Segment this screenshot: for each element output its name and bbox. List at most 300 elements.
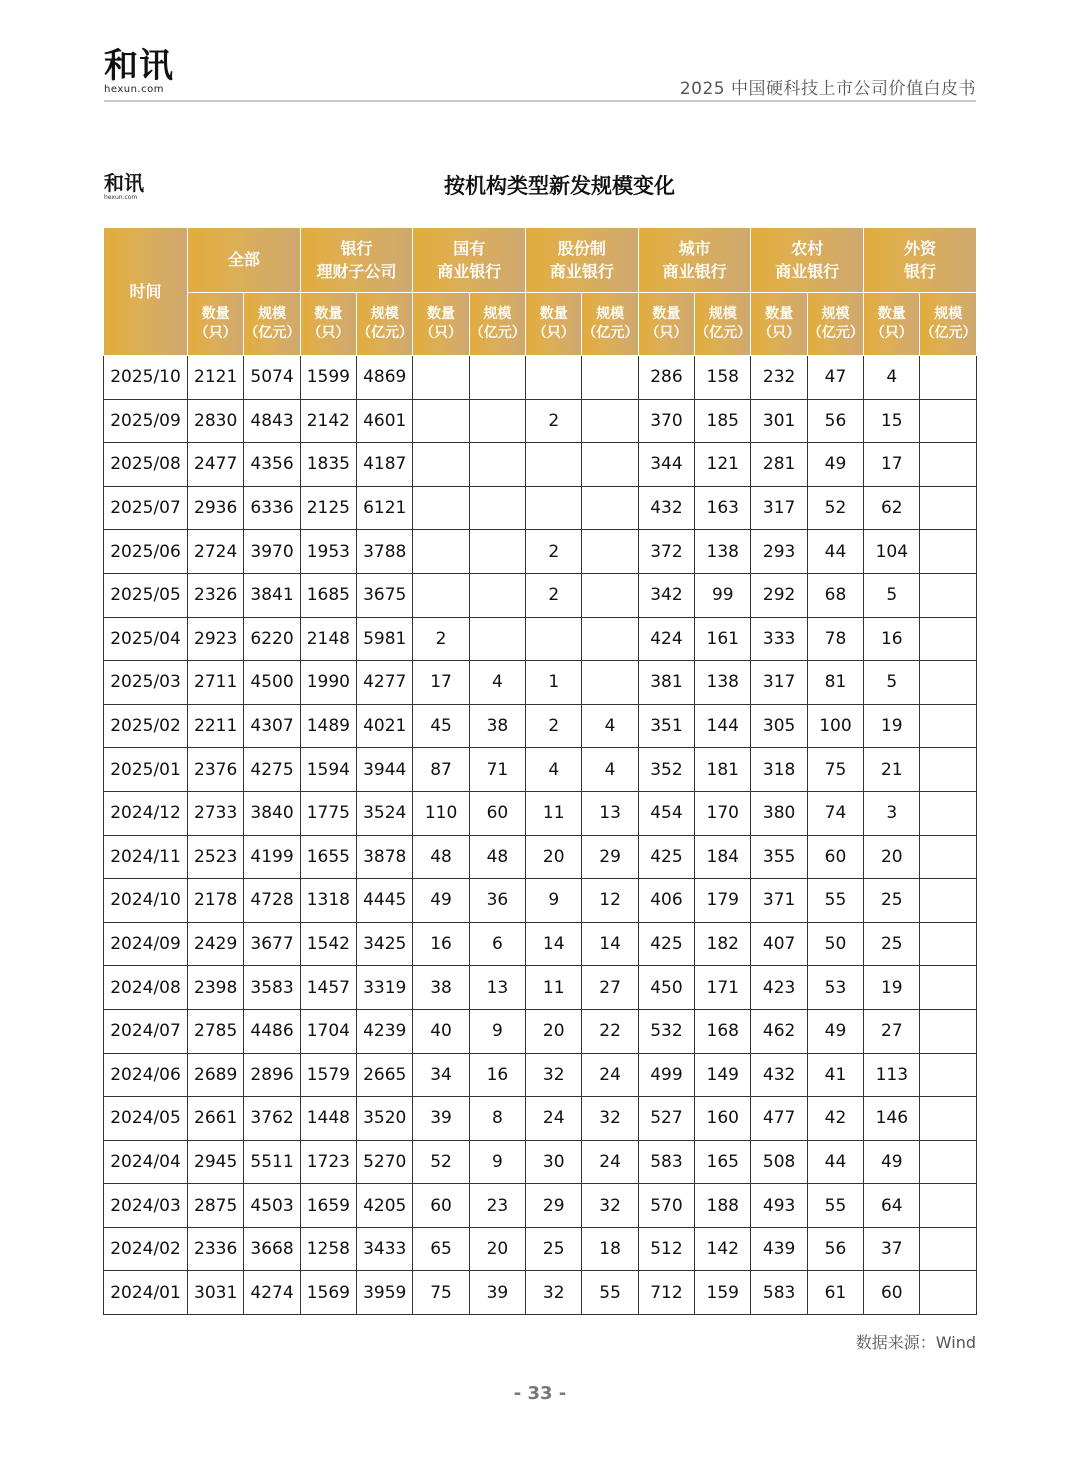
table-cell: 371 (751, 879, 807, 923)
table-cell: 3959 (357, 1271, 413, 1315)
table-cell (582, 573, 638, 617)
table-cell (469, 573, 525, 617)
table-cell (920, 879, 977, 923)
table-cell (920, 530, 977, 574)
table-cell: 2689 (188, 1053, 244, 1097)
table-cell: 39 (413, 1097, 469, 1141)
table-cell: 99 (695, 573, 751, 617)
table-cell: 37 (864, 1227, 920, 1271)
table-cell: 29 (582, 835, 638, 879)
table-cell (413, 530, 469, 574)
table-cell: 2211 (188, 704, 244, 748)
table-cell: 2936 (188, 486, 244, 530)
table-cell: 75 (413, 1271, 469, 1315)
table-row (104, 1271, 977, 1315)
table-cell: 439 (751, 1227, 807, 1271)
table-cell: 2923 (188, 617, 244, 661)
table-cell: 2178 (188, 879, 244, 923)
table-cell: 20 (864, 835, 920, 879)
table-cell (920, 835, 977, 879)
header-unit-line2: （亿元） (244, 325, 301, 341)
header-group-line1: 银行 (340, 238, 373, 258)
table-cell: 3970 (244, 530, 300, 574)
header-unit-line2: （只） (307, 325, 350, 341)
table-cell: 47 (807, 356, 863, 400)
table-cell (920, 1140, 977, 1184)
table-cell: 55 (807, 1184, 863, 1228)
table-cell: 100 (807, 704, 863, 748)
table-cell: 432 (751, 1053, 807, 1097)
table-row (104, 922, 977, 966)
table-cell (582, 399, 638, 443)
table-cell: 56 (807, 1227, 863, 1271)
header-group (413, 228, 526, 293)
table-cell: 4199 (244, 835, 300, 879)
header-unit-line2: （只） (194, 325, 237, 341)
table-cell: 16 (469, 1053, 525, 1097)
table-cell: 2733 (188, 791, 244, 835)
table-row (104, 966, 977, 1010)
table-cell: 2326 (188, 573, 244, 617)
table-row (104, 748, 977, 792)
header-scale (807, 293, 863, 356)
table-cell: 5 (864, 661, 920, 705)
table-cell (920, 748, 977, 792)
table-cell: 49 (807, 1009, 863, 1053)
header-unit-line1: 数量 (652, 306, 681, 323)
cell-date: 2024/10 (104, 879, 188, 923)
table-row (104, 617, 977, 661)
table-cell: 4728 (244, 879, 300, 923)
table-cell: 2945 (188, 1140, 244, 1184)
cell-date: 2025/01 (104, 748, 188, 792)
header-group (526, 228, 639, 293)
header-group-line1: 农村 (791, 238, 824, 258)
table-cell: 4205 (357, 1184, 413, 1228)
data-source: 数据来源：Wind (855, 1333, 976, 1352)
table-cell: 48 (469, 835, 525, 879)
table-cell: 317 (751, 486, 807, 530)
table-cell: 87 (413, 748, 469, 792)
table-row (104, 1097, 977, 1141)
table-cell: 184 (695, 835, 751, 879)
table-row (104, 530, 977, 574)
table-cell: 25 (864, 879, 920, 923)
table-cell: 2724 (188, 530, 244, 574)
table-cell: 508 (751, 1140, 807, 1184)
table-cell: 3524 (357, 791, 413, 835)
table-cell: 499 (638, 1053, 694, 1097)
cell-date: 2024/01 (104, 1271, 188, 1315)
table-cell: 144 (695, 704, 751, 748)
table-cell (582, 443, 638, 487)
table-cell: 2 (413, 617, 469, 661)
header-scale (357, 293, 413, 356)
header-unit-line2: （只） (532, 325, 575, 341)
header-unit-line1: 规模 (258, 306, 287, 323)
table-cell: 170 (695, 791, 751, 835)
table-cell: 380 (751, 791, 807, 835)
table-cell: 351 (638, 704, 694, 748)
table-cell: 16 (413, 922, 469, 966)
table-cell: 318 (751, 748, 807, 792)
table-cell: 9 (469, 1140, 525, 1184)
cell-date: 2024/11 (104, 835, 188, 879)
table-cell: 3 (864, 791, 920, 835)
table-cell: 4500 (244, 661, 300, 705)
table-cell: 8 (469, 1097, 525, 1141)
header-group-line2: 理财子公司 (316, 262, 397, 281)
hexun-logo (104, 48, 174, 95)
header-count (526, 293, 582, 356)
table-cell: 60 (469, 791, 525, 835)
header-count (413, 293, 469, 356)
table-cell (920, 922, 977, 966)
header-unit-line1: 数量 (427, 306, 456, 323)
table-cell: 20 (526, 1009, 582, 1053)
table-cell: 1 (526, 661, 582, 705)
table-cell: 4445 (357, 879, 413, 923)
table-cell: 32 (582, 1097, 638, 1141)
table-cell: 161 (695, 617, 751, 661)
table-cell: 1685 (300, 573, 356, 617)
table-cell: 4307 (244, 704, 300, 748)
table-cell: 32 (526, 1271, 582, 1315)
table-cell: 2125 (300, 486, 356, 530)
table-cell: 23 (469, 1184, 525, 1228)
table-cell (920, 486, 977, 530)
table-cell: 4275 (244, 748, 300, 792)
table-cell: 1457 (300, 966, 356, 1010)
table-cell: 454 (638, 791, 694, 835)
table-cell (920, 443, 977, 487)
table-cell: 1953 (300, 530, 356, 574)
table-cell: 4356 (244, 443, 300, 487)
header-scale (469, 293, 525, 356)
header-group-line1: 全部 (227, 250, 260, 270)
table-cell: 65 (413, 1227, 469, 1271)
table-cell: 2121 (188, 356, 244, 400)
table-cell: 2830 (188, 399, 244, 443)
table-cell: 2523 (188, 835, 244, 879)
table-cell: 41 (807, 1053, 863, 1097)
table-cell: 1990 (300, 661, 356, 705)
table-cell: 182 (695, 922, 751, 966)
header-group-line2: 商业银行 (662, 262, 727, 281)
table-cell: 19 (864, 704, 920, 748)
table-cell: 138 (695, 661, 751, 705)
table-cell: 3319 (357, 966, 413, 1010)
table-cell (920, 661, 977, 705)
table-cell: 55 (807, 879, 863, 923)
table-logo-mark: 和讯 (104, 171, 144, 195)
cell-date: 2024/05 (104, 1097, 188, 1141)
table-cell: 24 (582, 1140, 638, 1184)
page-number: - 33 - (513, 1383, 567, 1404)
header-count (188, 293, 244, 356)
table-cell: 121 (695, 443, 751, 487)
table-cell: 9 (469, 1009, 525, 1053)
table-cell (582, 661, 638, 705)
table-cell: 18 (582, 1227, 638, 1271)
header-unit-line2: （亿元） (582, 325, 639, 341)
table-cell: 370 (638, 399, 694, 443)
table-cell: 4187 (357, 443, 413, 487)
table-cell: 450 (638, 966, 694, 1010)
table-cell: 4486 (244, 1009, 300, 1053)
table-cell: 44 (807, 530, 863, 574)
header-group-line1: 股份制 (557, 238, 606, 258)
table-cell (920, 1009, 977, 1053)
header-count (638, 293, 694, 356)
table-cell: 17 (413, 661, 469, 705)
table-cell: 712 (638, 1271, 694, 1315)
table-cell: 52 (807, 486, 863, 530)
table-cell: 352 (638, 748, 694, 792)
table-cell: 52 (413, 1140, 469, 1184)
table-cell: 286 (638, 356, 694, 400)
table-cell: 29 (526, 1184, 582, 1228)
header-unit-line1: 规模 (483, 306, 512, 323)
header-group-line2: 商业银行 (437, 262, 502, 281)
table-cell: 179 (695, 879, 751, 923)
table-cell: 138 (695, 530, 751, 574)
header-scale (582, 293, 638, 356)
header-group (864, 228, 977, 293)
table-cell: 49 (413, 879, 469, 923)
table-cell: 13 (582, 791, 638, 835)
table-cell: 333 (751, 617, 807, 661)
table-cell: 4021 (357, 704, 413, 748)
table-cell: 32 (582, 1184, 638, 1228)
table-cell: 2376 (188, 748, 244, 792)
table-cell: 432 (638, 486, 694, 530)
header-unit-line2: （只） (420, 325, 463, 341)
table-cell: 168 (695, 1009, 751, 1053)
table-cell: 1569 (300, 1271, 356, 1315)
table-cell: 2429 (188, 922, 244, 966)
table-cell (526, 617, 582, 661)
cell-date: 2024/06 (104, 1053, 188, 1097)
cell-date: 2025/07 (104, 486, 188, 530)
table-cell: 4 (864, 356, 920, 400)
header-count (300, 293, 356, 356)
table-header-row-groups (104, 228, 977, 293)
table-cell: 532 (638, 1009, 694, 1053)
table-cell: 110 (413, 791, 469, 835)
table-cell: 49 (864, 1140, 920, 1184)
table-cell: 2711 (188, 661, 244, 705)
table-cell: 60 (413, 1184, 469, 1228)
table-cell (413, 399, 469, 443)
table-cell: 64 (864, 1184, 920, 1228)
table-cell: 163 (695, 486, 751, 530)
table-cell: 1542 (300, 922, 356, 966)
table-cell: 158 (695, 356, 751, 400)
table-cell: 159 (695, 1271, 751, 1315)
table-cell: 281 (751, 443, 807, 487)
table-row (104, 356, 977, 400)
table-cell: 3762 (244, 1097, 300, 1141)
table-row (104, 704, 977, 748)
table-cell: 5074 (244, 356, 300, 400)
table-cell: 3677 (244, 922, 300, 966)
table-cell: 25 (864, 922, 920, 966)
table-cell (582, 530, 638, 574)
table-cell: 292 (751, 573, 807, 617)
table-cell (469, 530, 525, 574)
table-cell: 2665 (357, 1053, 413, 1097)
table-cell: 424 (638, 617, 694, 661)
table-row (104, 661, 977, 705)
table-cell: 40 (413, 1009, 469, 1053)
table-cell: 406 (638, 879, 694, 923)
table-cell (920, 704, 977, 748)
table-cell (920, 1097, 977, 1141)
table-cell: 583 (751, 1271, 807, 1315)
table-cell: 6 (469, 922, 525, 966)
header-scale (920, 293, 977, 356)
header-unit-line1: 数量 (877, 306, 906, 323)
cell-date: 2025/04 (104, 617, 188, 661)
table-row (104, 443, 977, 487)
table-cell: 185 (695, 399, 751, 443)
table-cell: 30 (526, 1140, 582, 1184)
table-cell: 181 (695, 748, 751, 792)
cell-date: 2025/10 (104, 356, 188, 400)
table-cell: 75 (807, 748, 863, 792)
table-cell: 44 (807, 1140, 863, 1184)
table-cell: 1318 (300, 879, 356, 923)
table-cell: 53 (807, 966, 863, 1010)
table-cell (526, 486, 582, 530)
table-cell: 2785 (188, 1009, 244, 1053)
header-group (188, 228, 301, 293)
table-cell: 1704 (300, 1009, 356, 1053)
table-cell: 56 (807, 399, 863, 443)
table-cell: 462 (751, 1009, 807, 1053)
table-cell: 14 (582, 922, 638, 966)
table-cell: 2477 (188, 443, 244, 487)
table-cell (469, 617, 525, 661)
table-cell (526, 443, 582, 487)
table-cell: 301 (751, 399, 807, 443)
table-cell: 2 (526, 399, 582, 443)
table-cell: 3788 (357, 530, 413, 574)
table-cell: 355 (751, 835, 807, 879)
header-group-line2: 银行 (904, 262, 937, 281)
table-cell: 1835 (300, 443, 356, 487)
cell-date: 2025/03 (104, 661, 188, 705)
table-title: 按机构类型新发规模变化 (444, 174, 675, 198)
table-cell: 19 (864, 966, 920, 1010)
table-cell: 149 (695, 1053, 751, 1097)
table-cell: 423 (751, 966, 807, 1010)
table-cell: 4843 (244, 399, 300, 443)
table-cell: 344 (638, 443, 694, 487)
table-cell: 39 (469, 1271, 525, 1315)
table-cell: 3031 (188, 1271, 244, 1315)
table-row (104, 1053, 977, 1097)
header-group (300, 228, 413, 293)
table-cell: 1775 (300, 791, 356, 835)
logo-domain: hexun.com (104, 84, 164, 95)
table-row (104, 1227, 977, 1271)
table-cell: 2336 (188, 1227, 244, 1271)
table-cell: 11 (526, 791, 582, 835)
table-row (104, 1140, 977, 1184)
header-group-line1: 外资 (904, 238, 937, 258)
table-cell (920, 1184, 977, 1228)
table-cell: 4274 (244, 1271, 300, 1315)
table-cell: 142 (695, 1227, 751, 1271)
table-logo-domain: hexun.com (104, 194, 138, 201)
table-cell: 5981 (357, 617, 413, 661)
header-unit-line1: 数量 (765, 306, 794, 323)
table-cell: 3878 (357, 835, 413, 879)
table-cell: 2661 (188, 1097, 244, 1141)
table-cell: 11 (526, 966, 582, 1010)
header-group-line1: 国有 (453, 238, 486, 258)
table-cell: 74 (807, 791, 863, 835)
table-row (104, 486, 977, 530)
table-header-row-units (104, 293, 977, 356)
table-cell: 3944 (357, 748, 413, 792)
header-unit-line2: （亿元） (807, 325, 864, 341)
table-cell: 36 (469, 879, 525, 923)
header-unit-line1: 规模 (708, 306, 737, 323)
cell-date: 2025/09 (104, 399, 188, 443)
table-cell: 1258 (300, 1227, 356, 1271)
table-cell: 4 (582, 748, 638, 792)
table-cell: 188 (695, 1184, 751, 1228)
table-cell: 381 (638, 661, 694, 705)
table-cell: 160 (695, 1097, 751, 1141)
header-unit-line1: 规模 (596, 306, 625, 323)
table-cell: 48 (413, 835, 469, 879)
table-cell: 425 (638, 922, 694, 966)
table-cell: 2 (526, 704, 582, 748)
table-cell (920, 966, 977, 1010)
table-cell: 3668 (244, 1227, 300, 1271)
header-unit-line1: 数量 (314, 306, 343, 323)
table-cell: 3840 (244, 791, 300, 835)
cell-date: 2025/05 (104, 573, 188, 617)
table-cell: 55 (582, 1271, 638, 1315)
table-cell: 71 (469, 748, 525, 792)
table-cell: 1659 (300, 1184, 356, 1228)
header-scale (244, 293, 300, 356)
table-cell: 14 (526, 922, 582, 966)
table-row (104, 879, 977, 923)
header-scale (695, 293, 751, 356)
table-cell: 1723 (300, 1140, 356, 1184)
table-cell: 1594 (300, 748, 356, 792)
table-cell (920, 617, 977, 661)
table-cell (469, 486, 525, 530)
table-cell (582, 486, 638, 530)
table-cell: 60 (807, 835, 863, 879)
table-cell: 61 (807, 1271, 863, 1315)
table-cell (920, 399, 977, 443)
table-cell: 146 (864, 1097, 920, 1141)
header-group-line2: 商业银行 (549, 262, 614, 281)
logo-mark: 和讯 (104, 46, 174, 86)
table-row (104, 399, 977, 443)
table-cell: 60 (864, 1271, 920, 1315)
table-cell: 3583 (244, 966, 300, 1010)
table-cell: 1448 (300, 1097, 356, 1141)
